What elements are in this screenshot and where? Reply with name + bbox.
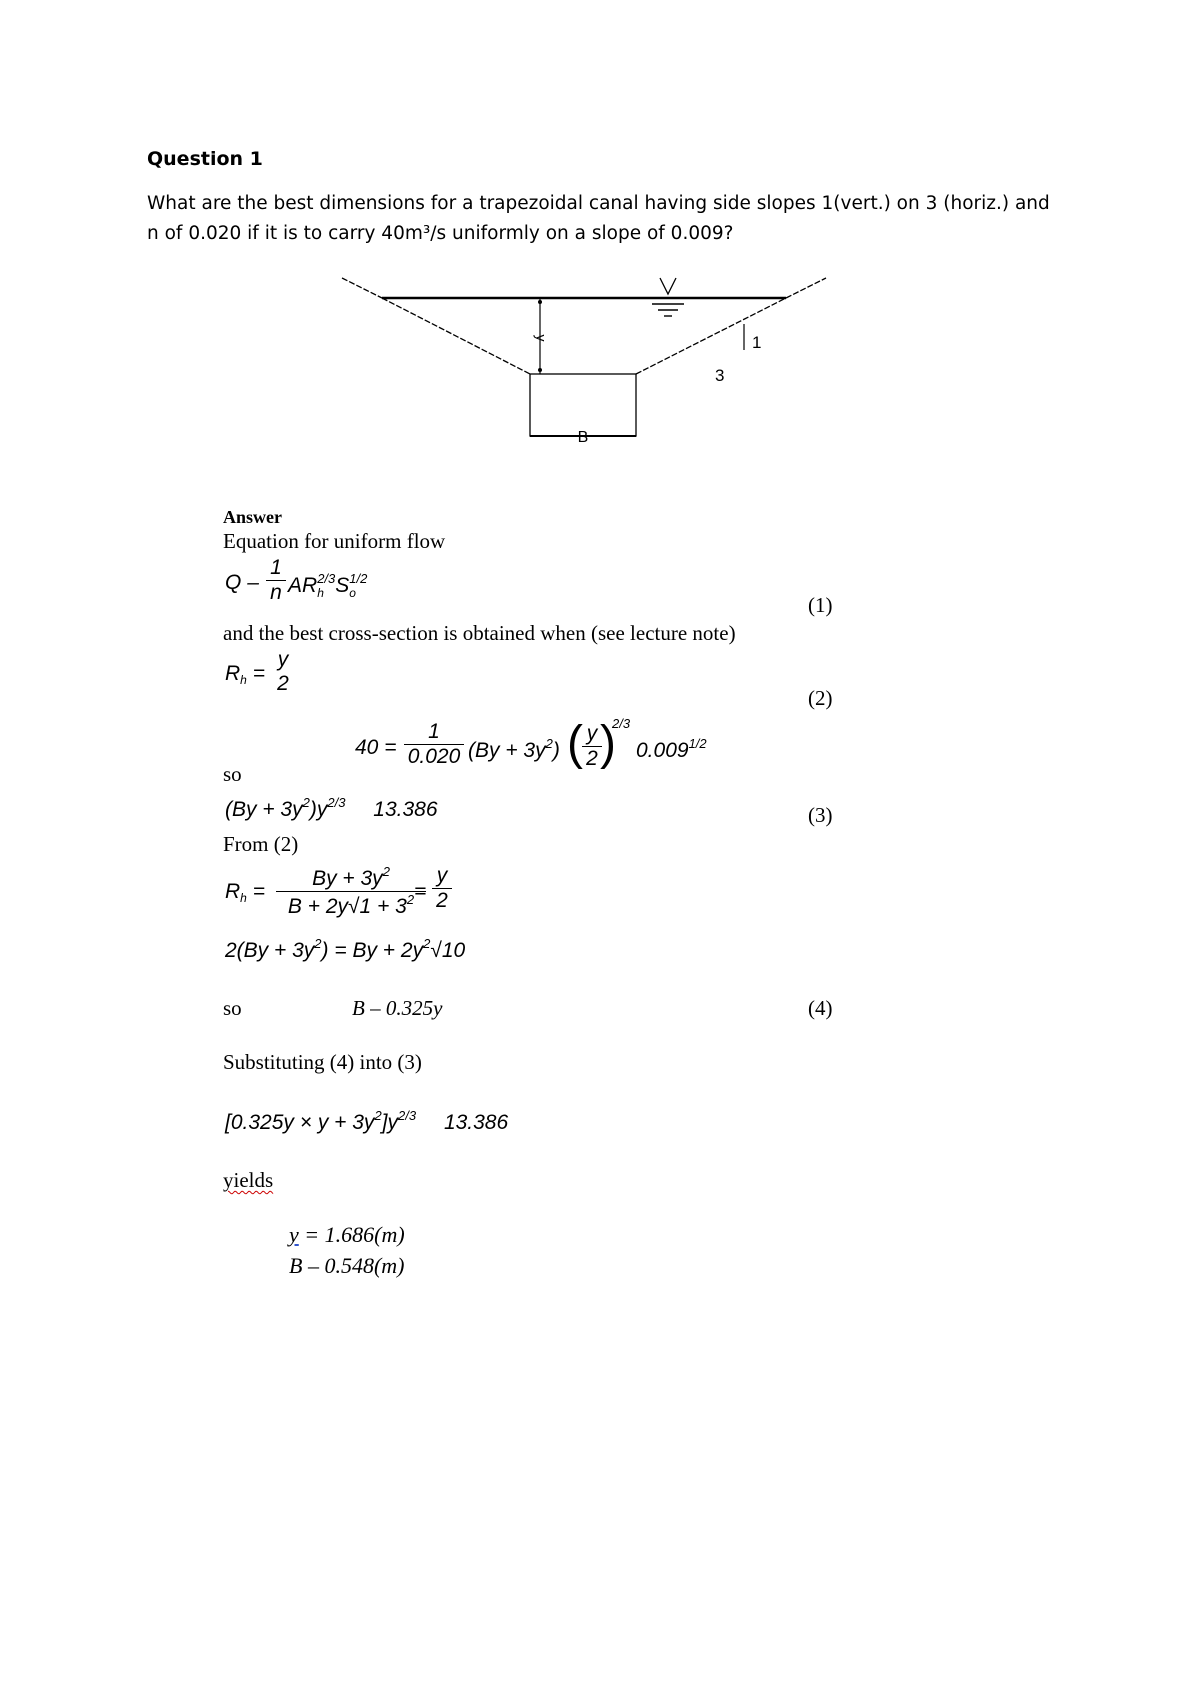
result-y: y = 1.686(m) (289, 1222, 405, 1247)
slope-horizontal-label: 3 (715, 366, 725, 385)
water-surface-symbol (660, 278, 676, 294)
equation-substituted: $[0.325y \times y + 3y^2]y^{2/3}$ 13.386 (225, 1108, 509, 1134)
so-label-1: so (223, 762, 242, 786)
equation-number-3: (3) (808, 803, 833, 827)
uniform-flow-title: Equation for uniform flow (223, 529, 446, 553)
equation-number-2: (2) (808, 686, 833, 710)
from-2-label: From (2) (223, 832, 299, 856)
question-title: Question 1 (147, 148, 263, 170)
equation-number-4: (4) (808, 996, 833, 1020)
slope-vertical-label: 1 (752, 333, 762, 352)
substituting-text: Substituting (4) into (3) (223, 1050, 422, 1074)
base-label: B (577, 429, 589, 446)
left-side-slope (382, 298, 530, 374)
canal-bed-box (530, 374, 636, 436)
question-text-line1: What are the best dimensions for a trapezoidal canal having side slopes 1(vert.) on 3 (horiz.) and (147, 193, 1050, 214)
result-b: B – 0.548(m) (289, 1253, 405, 1278)
yields-label: yields (223, 1168, 274, 1192)
so-label-2: so (223, 996, 242, 1020)
best-section-text: and the best cross-section is obtained when (see lecture note) (223, 621, 736, 645)
equation-number-1: (1) (808, 593, 833, 617)
answer-heading: Answer (223, 507, 282, 527)
equation-expansion: $2(By + 3y^2) = By + 2y^2√10$ (225, 936, 466, 962)
left-bank-extension (342, 278, 382, 298)
question-text-line2: n of 0.020 if it is to carry 40m³/s uniformly on a slope of 0.009? (147, 223, 734, 244)
depth-label: y (533, 334, 550, 342)
right-bank-extension (786, 278, 826, 298)
trapezoidal-canal-diagram (330, 268, 850, 448)
